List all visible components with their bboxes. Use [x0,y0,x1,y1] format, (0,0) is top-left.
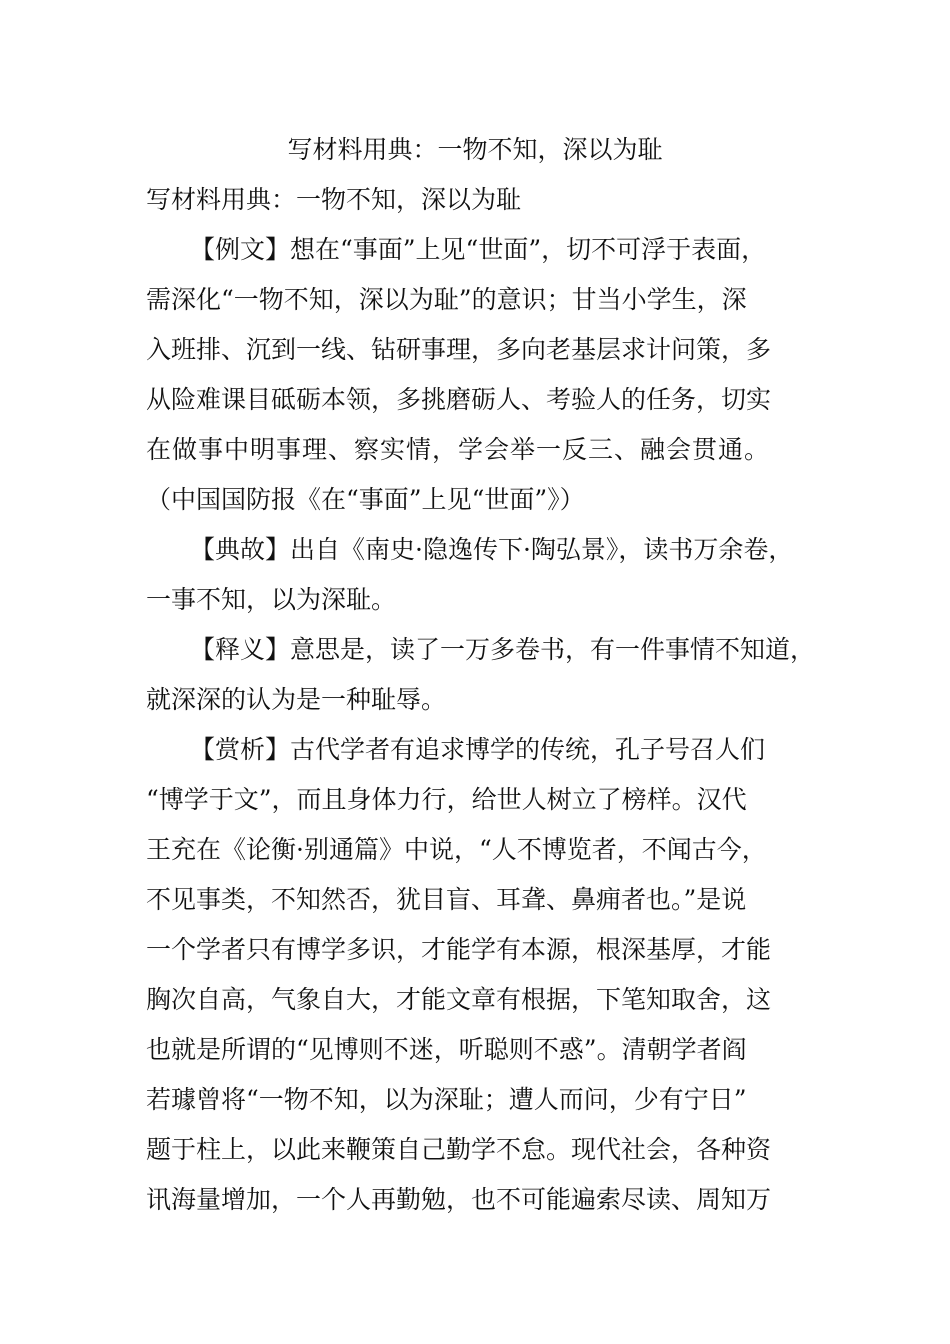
appreciation-line-1: 【赏析】古代学者有追求博学的传统，孔子号召人们 [190,735,766,764]
meaning-line-2: 就深深的认为是一种耻辱。 [146,685,447,714]
meaning-line-1: 【释义】意思是，读了一万多卷书，有一件事情不知道， [190,635,816,664]
example-line-2: 需深化“一物不知，深以为耻”的意识；甘当小学生，深 [146,285,747,314]
example-source-line: （中国国防报《在“事面”上见“世面”》） [146,485,585,514]
allusion-line-1: 【典故】出自《南史·隐逸传下·陶弘景》，读书万余卷， [190,535,794,564]
document-title: 写材料用典：一物不知，深以为耻 [287,135,663,164]
allusion-line-2: 一事不知，以为深耻。 [146,585,397,614]
appreciation-line-9: 题于柱上，以此来鞭策自己勤学不怠。现代社会，各种资 [146,1135,772,1164]
appreciation-line-6: 胸次自高，气象自大，才能文章有根据，下笔知取舍，这 [146,985,772,1014]
appreciation-line-7: 也就是所谓的“见博则不迷，听聪则不惑”。清朝学者阎 [146,1035,747,1064]
example-line-4: 从险难课目砥砺本领，多挑磨砺人、考验人的任务，切实 [146,385,772,414]
appreciation-line-10: 讯海量增加，一个人再勤勉，也不可能遍索尽读、周知万 [146,1185,772,1214]
example-line-1: 【例文】想在“事面”上见“世面”，切不可浮于表面， [190,235,767,264]
appreciation-line-8: 若璩曾将“一物不知，以为深耻；遭人而问，少有宁日” [146,1085,747,1114]
appreciation-line-4: 不见事类，不知然否，犹目盲、耳聋、鼻痈者也。”是说 [146,885,747,914]
appreciation-line-5: 一个学者只有博学多识，才能学有本源，根深基厚，才能 [146,935,772,964]
appreciation-line-2: “博学于文”，而且身体力行，给世人树立了榜样。汉代 [146,785,747,814]
document-subtitle: 写材料用典：一物不知，深以为耻 [146,185,522,214]
example-line-5: 在做事中明事理、察实情，学会举一反三、融会贯通。 [146,435,771,464]
example-line-3: 入班排、沉到一线、钻研事理，多向老基层求计问策，多 [146,335,772,364]
appreciation-line-3: 王充在《论衡·别通篇》中说，“人不博览者，不闻古今， [146,835,767,864]
